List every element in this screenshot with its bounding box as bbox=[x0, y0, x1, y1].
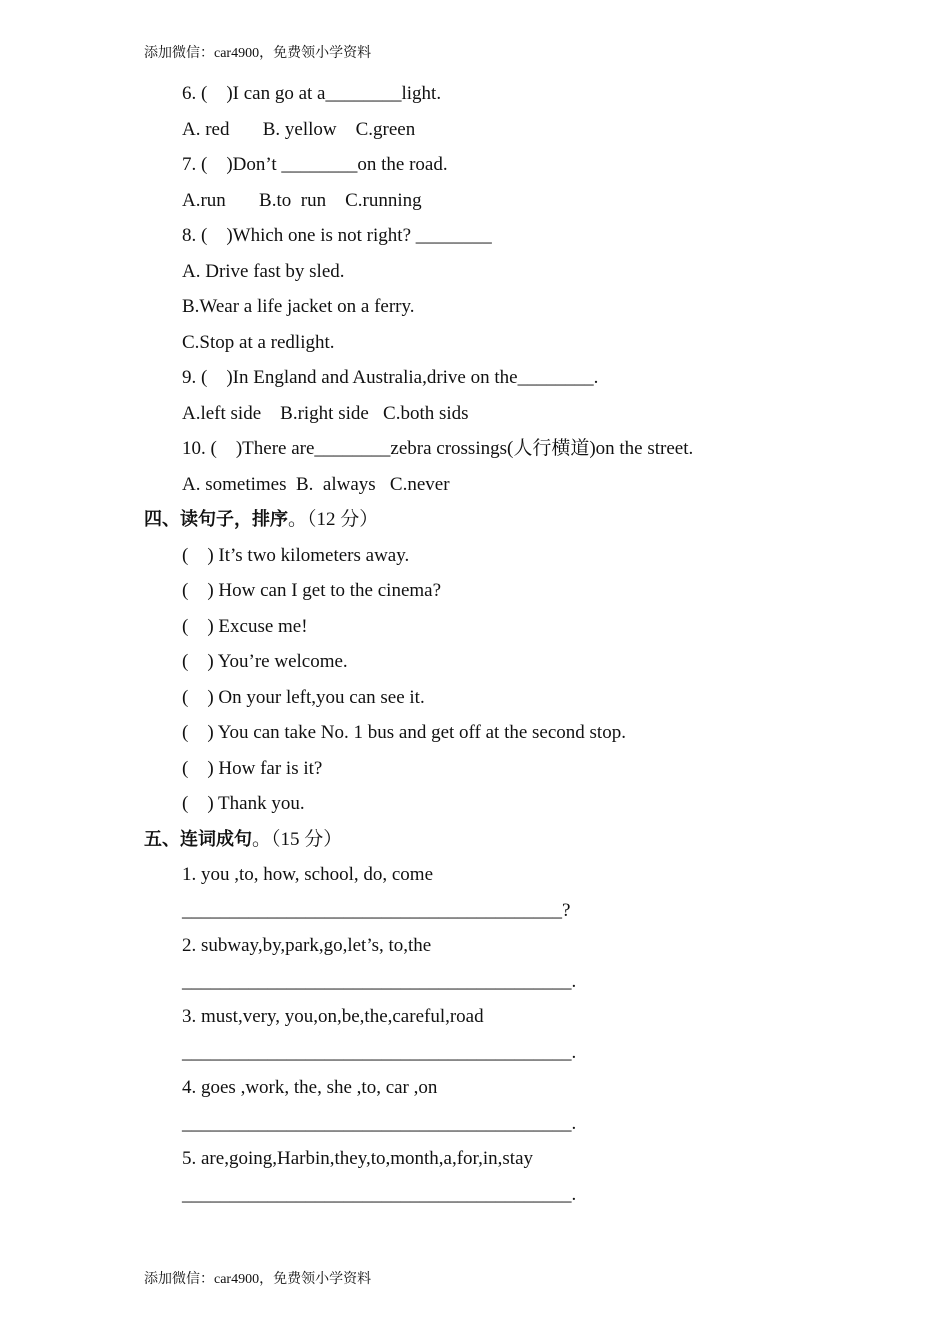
answer-line: _________________________________________. bbox=[182, 1042, 577, 1063]
answer-line: _________________________________________. bbox=[182, 1113, 577, 1134]
question-9-options: A.left side B.right side C.both sids bbox=[182, 403, 469, 424]
question-10-stem: 10. ( )There are________zebra crossings(人行横道)on the street. bbox=[182, 438, 694, 459]
section-4-heading bbox=[144, 508, 378, 532]
ordering-item: ( ) It’s two kilometers away. bbox=[182, 545, 410, 566]
ordering-item: ( ) Excuse me! bbox=[182, 616, 308, 637]
question-7-stem: 7. ( )Don’t ________on the road. bbox=[182, 154, 448, 175]
question-9-stem: 9. ( )In England and Australia,drive on the________. bbox=[182, 367, 599, 388]
ordering-item: ( ) How far is it? bbox=[182, 758, 323, 779]
question-8-stem: 8. ( )Which one is not right? ________ bbox=[182, 225, 492, 246]
answer-line: _________________________________________. bbox=[182, 1184, 577, 1205]
section-4-title: 四、读句子，排序 bbox=[144, 509, 288, 530]
section-4-points: 。（12 分） bbox=[288, 509, 379, 530]
answer-line: ________________________________________? bbox=[182, 900, 571, 921]
section-5-title: 五、连词成句 bbox=[144, 829, 252, 850]
word-list: 4. goes ,work, the, she ,to, car ,on bbox=[182, 1077, 438, 1098]
question-8-option-b: B.Wear a life jacket on a ferry. bbox=[182, 296, 415, 317]
question-6-options: A. red B. yellow C.green bbox=[182, 119, 416, 140]
page-header-note: 添加微信：car4900，免费领小学资料 bbox=[144, 46, 372, 61]
ordering-item: ( ) How can I get to the cinema? bbox=[182, 580, 442, 601]
ordering-item: ( ) Thank you. bbox=[182, 793, 305, 814]
section-5-points: 。（15 分） bbox=[252, 829, 343, 850]
word-list: 5. are,going,Harbin,they,to,month,a,for,in,stay bbox=[182, 1148, 534, 1169]
answer-line: _________________________________________. bbox=[182, 971, 577, 992]
question-6-stem: 6. ( )I can go at a________light. bbox=[182, 83, 442, 104]
ordering-item: ( ) On your left,you can see it. bbox=[182, 687, 425, 708]
word-list: 3. must,very, you,on,be,the,careful,road bbox=[182, 1006, 484, 1027]
question-8-option-c: C.Stop at a redlight. bbox=[182, 332, 335, 353]
ordering-item: ( ) You’re welcome. bbox=[182, 651, 348, 672]
question-8-option-a: A. Drive fast by sled. bbox=[182, 261, 345, 282]
word-list: 2. subway,by,park,go,let’s, to,the bbox=[182, 935, 432, 956]
page-footer-note: 添加微信：car4900，免费领小学资料 bbox=[144, 1272, 372, 1287]
section-5-heading bbox=[144, 828, 342, 852]
question-10-options: A. sometimes B. always C.never bbox=[182, 474, 450, 495]
ordering-item: ( ) You can take No. 1 bus and get off at the second stop. bbox=[182, 722, 626, 743]
word-list: 1. you ,to, how, school, do, come bbox=[182, 864, 434, 885]
question-7-options: A.run B.to run C.running bbox=[182, 190, 422, 211]
